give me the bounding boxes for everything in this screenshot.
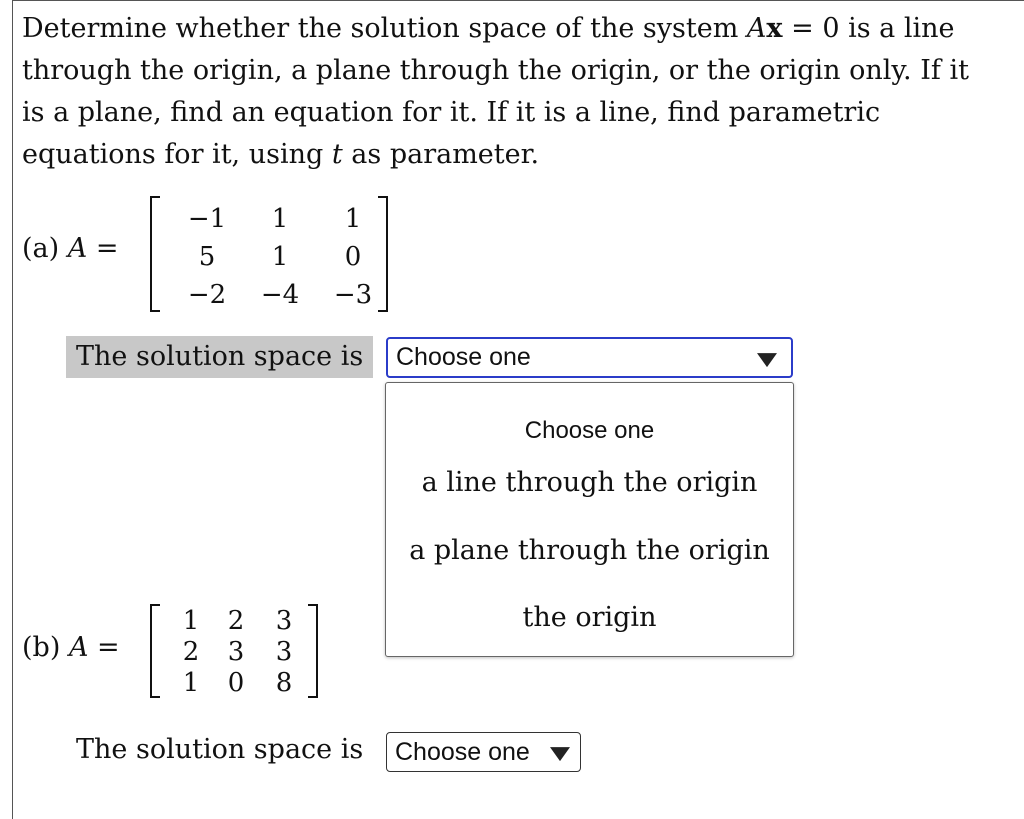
matrix-b <box>150 604 318 698</box>
part-b-prefix: (b) <box>22 632 69 663</box>
part-b-solution-select[interactable] <box>386 732 581 772</box>
matrix-variable: A <box>746 13 767 44</box>
part-b-label <box>22 632 120 663</box>
matrix-a-cell: −3 <box>333 280 373 310</box>
matrix-a-cell: −4 <box>260 280 300 310</box>
matrix-b-cell: 3 <box>275 637 293 667</box>
dropdown-arrow-icon <box>550 747 570 761</box>
matrix-b-cell: 3 <box>275 606 293 636</box>
matrix-b-cell: 3 <box>227 637 245 667</box>
question-text-part: as parameter. <box>342 139 540 170</box>
part-a-prompt: The solution space is <box>66 336 373 378</box>
question-line-2: through the origin, a plane through the origin, or the origin only. If it <box>22 55 969 86</box>
part-a-equals: = <box>87 233 119 264</box>
question-text <box>22 8 1012 176</box>
matrix-a-cell: −1 <box>187 204 227 234</box>
matrix-a-left-bracket <box>150 196 160 312</box>
matrix-b-cell: 2 <box>182 637 200 667</box>
matrix-b-grid <box>170 606 308 699</box>
matrix-a-cell: 0 <box>344 242 362 272</box>
option-plane-through-origin[interactable]: a plane through the origin <box>409 535 770 566</box>
matrix-b-left-bracket <box>150 604 160 698</box>
option-choose-one[interactable]: Choose one <box>524 417 655 444</box>
matrix-a-cell: −2 <box>187 280 227 310</box>
question-line-1 <box>22 8 1012 50</box>
parameter-variable: t <box>331 139 343 170</box>
question-text-part: = 0 is a line <box>782 13 955 44</box>
matrix-a-grid <box>170 200 390 314</box>
part-a-prefix: (a) <box>22 233 68 264</box>
part-a-label <box>22 233 118 264</box>
matrix-a-cell: 1 <box>271 242 289 272</box>
solution-options-list <box>385 382 794 657</box>
question-text-part: equations for it, using <box>22 139 332 170</box>
matrix-b-cell: 0 <box>227 668 245 698</box>
matrix-b-cell: 1 <box>182 606 200 636</box>
vector-variable: x <box>766 13 783 44</box>
part-a-variable: A <box>67 233 88 264</box>
question-line-4 <box>22 134 1012 176</box>
option-origin-only[interactable]: the origin <box>522 602 657 633</box>
part-b-equals: = <box>88 632 120 663</box>
matrix-a-cell: 1 <box>344 204 362 234</box>
part-a-select-value: Choose one <box>396 343 531 371</box>
matrix-b-right-bracket <box>308 604 318 698</box>
question-line-3: is a plane, find an equation for it. If it is a line, find parametric <box>22 97 881 128</box>
matrix-b-cell: 2 <box>227 606 245 636</box>
dropdown-arrow-icon <box>757 353 777 367</box>
part-b-select-value: Choose one <box>395 737 530 766</box>
matrix-b-cell: 1 <box>182 668 200 698</box>
option-line-through-origin[interactable]: a line through the origin <box>421 467 758 498</box>
question-text-part: Determine whether the solution space of the system <box>22 13 747 44</box>
matrix-a-cell: 1 <box>271 204 289 234</box>
matrix-a-cell: 5 <box>198 242 216 272</box>
part-a-solution-select[interactable] <box>386 337 793 378</box>
matrix-b-cell: 8 <box>275 668 293 698</box>
part-b-variable: A <box>68 632 89 663</box>
matrix-a <box>150 196 388 312</box>
part-b-prompt: The solution space is <box>76 734 364 765</box>
